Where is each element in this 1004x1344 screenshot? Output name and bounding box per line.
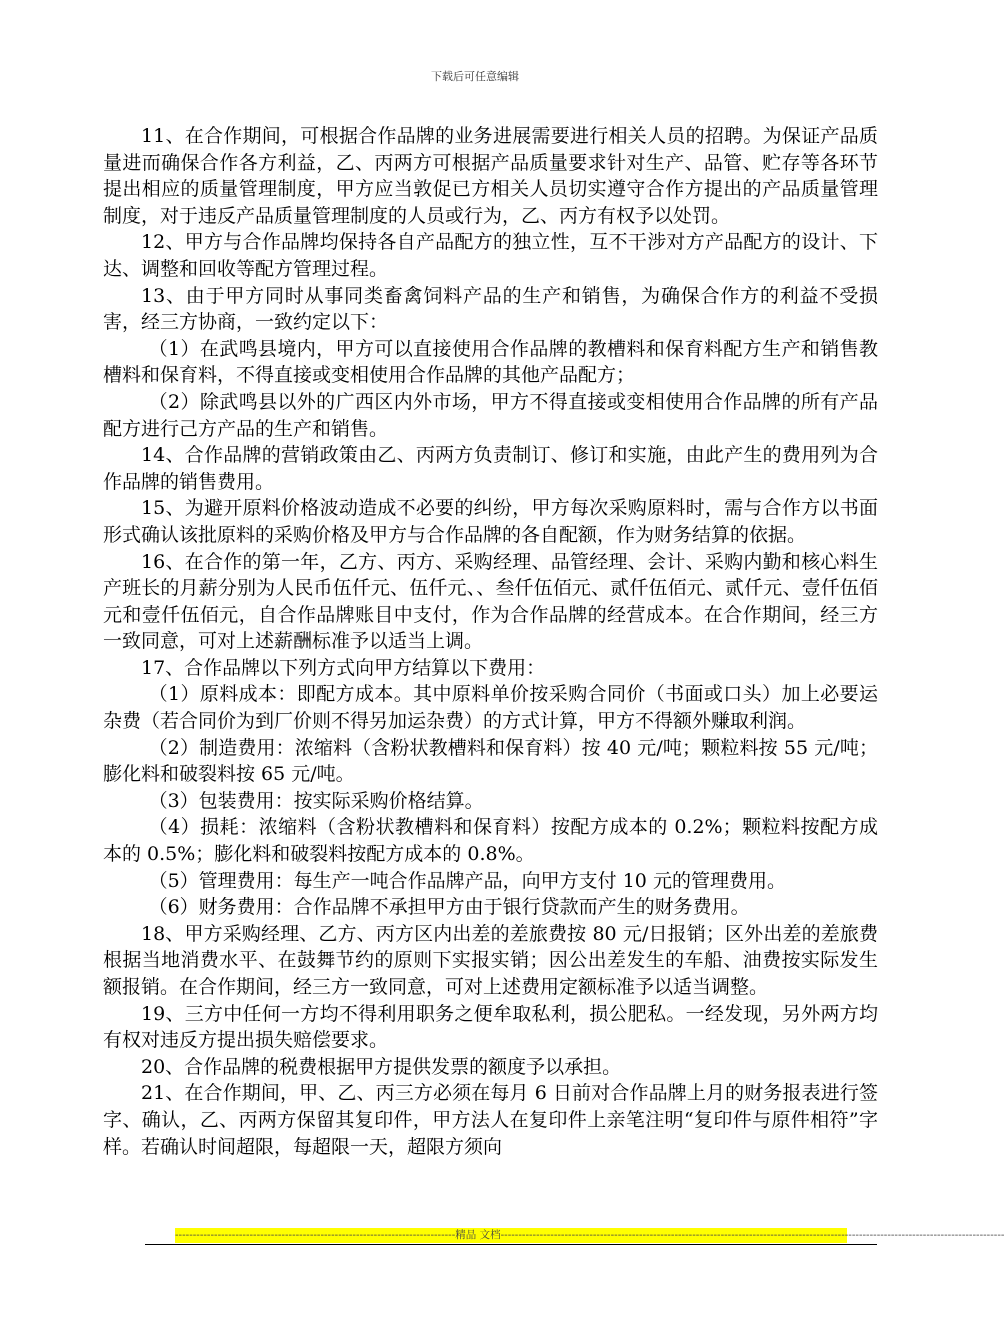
document-body	[103, 123, 878, 1160]
clause-13-item-2: （2）除武鸣县以外的广西区内外市场，甲方不得直接或变相使用合作品牌的所有产品配方进行己方产品的生产和销售。	[103, 390, 878, 440]
clause-12: 12、甲方与合作品牌均保持各自产品配方的独立性，互不干涉对方产品配方的设计、下达、调整和回收等配方管理过程。	[103, 231, 878, 280]
clause-15: 15、为避开原料价格波动造成不必要的纠纷，甲方每次采购原料时，需与合作方以书面形式确认该批原料的采购价格及甲方与合作品牌的各自配额，作为财务结算的依据。	[103, 497, 878, 546]
clause-13-item-1: （1）在武鸣县境内，甲方可以直接使用合作品牌的教槽料和保育料配方生产和销售教槽料和保育料，不得直接或变相使用合作品牌的其他产品配方；	[103, 337, 878, 387]
clause-21: 21、在合作期间，甲、乙、丙三方必须在每月 6 日前对合作品牌上月的财务报表进行签字、确认，乙、丙两方保留其复印件，甲方法人在复印件上亲笔注明“复印件与原件相符”字样。若确认时间超限，每超限一天，超限方须向	[103, 1082, 878, 1158]
clause-19: 19、三方中任何一方均不得利用职务之便牟取私利，损公肥私。一经发现，另外两方均有权对违反方提出损失赔偿要求。	[103, 1002, 878, 1052]
clause-16: 16、在合作的第一年，乙方、丙方、采购经理、品管经理、会计、采购内勤和核心料生产班长的月薪分别为人民币伍仟元、伍仟元、、叁仟伍佰元、贰仟伍佰元、贰仟元、壹仟伍佰元和壹仟伍佰元，自合作品牌账目中支付，作为合作品牌的经营成本。在合作期间，经三方一致同意，可对上述薪酬标准予以适当上调。	[103, 550, 878, 653]
footer-rule	[145, 1244, 877, 1245]
clause-17-item-1: （1）原料成本：即配方成本。其中原料单价按采购合同价（书面或口头）加上必要运杂费（若合同价为到厂价则不得另加运杂费）的方式计算，甲方不得额外赚取利润。	[103, 683, 878, 733]
clause-17-item-5: （5）管理费用：每生产一吨合作品牌产品，向甲方支付 10 元的管理费用。	[148, 869, 786, 892]
clause-11: 11、在合作期间，可根据合作品牌的业务进展需要进行相关人员的招聘。为保证产品质量进而确保合作各方利益，乙、丙两方可根据产品质量要求针对生产、品管、贮存等各环节提出相应的质量管理制度，甲方应当敦促已方相关人员切实遵守合作方提出的产品质量管理制度，对于违反产品质量管理制度的人员或行为，乙、丙方有权予以处罚。	[103, 125, 878, 227]
clause-14: 14、合作品牌的营销政策由乙、丙两方负责制订、修订和实施，由此产生的费用列为合作品牌的销售费用。	[103, 444, 878, 493]
clause-17-item-6: （6）财务费用：合作品牌不承担甲方由于银行贷款而产生的财务费用。	[148, 896, 750, 919]
clause-17-item-4: （4）损耗：浓缩料（含粉状教槽料和保育料）按配方成本的 0.2%；颗粒料按配方成本的 0.5%；膨化料和破裂料按配方成本的 0.8%。	[103, 816, 878, 866]
clause-18: 18、甲方采购经理、乙方、丙方区内出差的差旅费按 80 元/日报销；区外出差的差旅费根据当地消费水平、在鼓舞节约的原则下实报实销；因公出差发生的车船、油费按实际发生额报销。在合作期间，经三方一致同意，可对上述费用定额标准予以适当调整。	[103, 922, 878, 998]
page-header-note: 下载后可任意编辑	[431, 70, 519, 83]
clause-20: 20、合作品牌的税费根据甲方提供发票的额度予以承担。	[141, 1055, 622, 1078]
clause-17-item-2: （2）制造费用：浓缩料（含粉状教槽料和保育料）按 40 元/吨；颗粒料按 55 元/吨；膨化料和破裂料按 65 元/吨。	[103, 736, 878, 786]
clause-17: 17、合作品牌以下列方式向甲方结算以下费用：	[141, 656, 546, 679]
clause-17-item-3: （3）包装费用：按实际采购价格结算。	[148, 789, 484, 812]
footer-highlight-band: -------------------------------------------------------------------------------精品 文档----------------------------------------------------------------------------------------------------------------------------------------------	[175, 1229, 1004, 1241]
clause-13: 13、由于甲方同时从事同类畜禽饲料产品的生产和销售，为确保合作方的利益不受损害，经三方协商，一致约定以下：	[103, 284, 878, 334]
